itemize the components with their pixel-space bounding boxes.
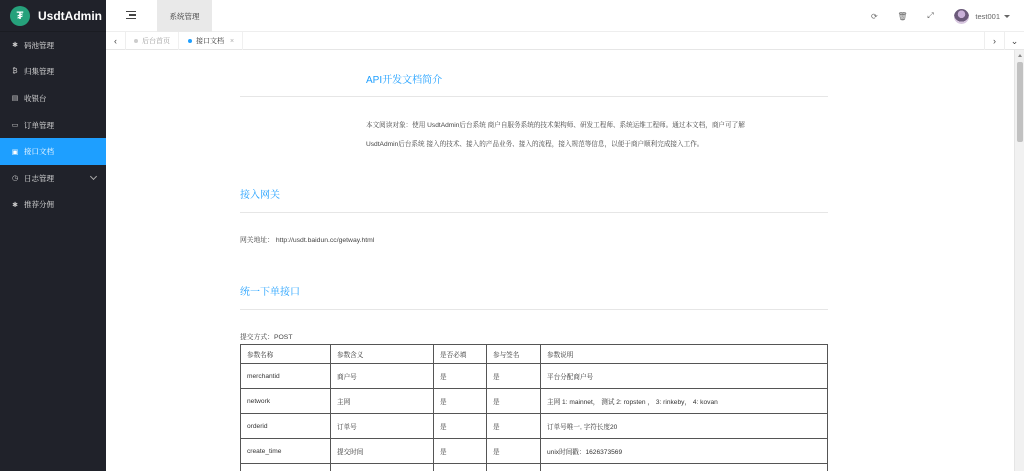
intro-line-1: 本文阅读对象：使用 UsdtAdmin后台系统 商户自服务系统的技术架构师、研发工程师、系统运维工程师。通过本文档，商户可了解 <box>366 122 745 129</box>
table-cell: unix时间戳：1626373569 <box>541 439 828 464</box>
params-table <box>240 344 828 471</box>
table-cell: 是 <box>487 389 541 414</box>
sidebar-item-logs[interactable] <box>0 165 106 192</box>
table-cell: orderid <box>241 414 331 439</box>
sidebar-item-orders[interactable] <box>0 112 106 139</box>
tab-api-docs[interactable] <box>180 32 243 50</box>
sidebar-item-label: 推荐分佣 <box>24 200 54 210</box>
divider <box>240 212 828 213</box>
column-header: 参与签名 <box>487 345 541 364</box>
tether-logo-icon: ₮ <box>10 6 30 26</box>
sidebar-item-label: 收银台 <box>24 93 47 103</box>
table-cell: 是 <box>487 439 541 464</box>
chevron-down-icon <box>90 173 97 180</box>
tab-label: 后台首页 <box>142 38 170 45</box>
system-management-tab[interactable]: 系统管理 <box>157 0 212 32</box>
main-content <box>106 50 1014 471</box>
table-cell <box>241 464 331 471</box>
sidebar-item-cashier[interactable] <box>0 85 106 112</box>
column-header: 是否必填 <box>434 345 487 364</box>
table-cell <box>487 464 541 471</box>
log-icon: ◷ <box>11 175 19 183</box>
table-row <box>241 364 828 389</box>
divider <box>240 96 828 97</box>
logo[interactable] <box>0 0 106 32</box>
header-tools <box>860 0 1024 32</box>
tabs-prev-button[interactable]: ‹ <box>106 32 126 50</box>
intro-line-2: UsdtAdmin后台系统 接入的技术、接入的产品业务、接入的流程，接入规范等信息，以便于商户顺利完成接入工作。 <box>366 141 704 148</box>
cashier-icon: ▤ <box>11 95 19 103</box>
table-cell: 是 <box>434 414 487 439</box>
table-cell: create_time <box>241 439 331 464</box>
scroll-up-icon[interactable] <box>1018 54 1022 57</box>
column-header: 参数说明 <box>541 345 828 364</box>
tab-dot-icon <box>188 39 192 43</box>
table-cell: network <box>241 389 331 414</box>
table-cell: 订单号唯一, 字符长度20 <box>541 414 828 439</box>
sidebar-item-label: 码池管理 <box>24 40 54 50</box>
sidebar-item-label: 接口文档 <box>24 147 54 157</box>
app-title: UsdtAdmin <box>38 8 102 23</box>
caret-down-icon <box>1004 15 1010 18</box>
table-cell: 是 <box>434 364 487 389</box>
share-icon: ✱ <box>12 201 18 209</box>
table-row <box>241 464 828 471</box>
table-cell: 商户号 <box>331 364 434 389</box>
sidebar-item-collection[interactable] <box>0 59 106 86</box>
table-header-row <box>241 345 828 364</box>
tab-home[interactable] <box>126 32 179 50</box>
table-row <box>241 414 828 439</box>
column-header: 参数名称 <box>241 345 331 364</box>
gateway-address: 网关地址： http://usdt.baidun.cc/getway.html <box>240 237 375 244</box>
tabs-next-button[interactable]: › <box>984 32 1004 50</box>
order-icon: ▭ <box>11 122 19 130</box>
avatar <box>954 9 969 24</box>
bitcoin-icon: ₿ <box>12 68 18 76</box>
order-section-title: 统一下单接口 <box>240 287 300 298</box>
table-cell: 是 <box>487 364 541 389</box>
menu-toggle-icon[interactable] <box>126 11 136 21</box>
close-icon[interactable]: × <box>230 37 235 45</box>
table-cell <box>541 464 828 471</box>
gear-icon: ✱ <box>12 42 18 50</box>
table-cell: 提交时间 <box>331 439 434 464</box>
sidebar-item-label: 订单管理 <box>24 120 54 130</box>
table-cell: 平台分配商户号 <box>541 364 828 389</box>
top-header <box>106 0 1024 32</box>
table-row <box>241 389 828 414</box>
sidebar-item-label: 归集管理 <box>24 67 54 77</box>
table-cell: merchantid <box>241 364 331 389</box>
tabs-more-button[interactable]: ⌄ <box>1004 32 1024 50</box>
scrollbar-thumb[interactable] <box>1017 62 1023 142</box>
doc-title: API开发文档简介 <box>366 75 443 86</box>
vertical-scrollbar[interactable] <box>1014 50 1024 471</box>
sidebar <box>0 0 106 471</box>
table-cell <box>434 464 487 471</box>
sidebar-item-label: 日志管理 <box>24 173 54 183</box>
sidebar-menu <box>0 32 106 218</box>
tab-label: 接口文档 <box>196 38 224 45</box>
sidebar-item-code-pool[interactable] <box>0 32 106 59</box>
user-menu[interactable] <box>954 9 1010 24</box>
table-cell: 订单号 <box>331 414 434 439</box>
gateway-section-title: 接入网关 <box>240 190 280 201</box>
submit-method: 提交方式：POST <box>240 334 293 341</box>
user-name: test001 <box>975 11 1000 21</box>
table-cell <box>331 464 434 471</box>
column-header: 参数含义 <box>331 345 434 364</box>
page-tabs-bar <box>106 32 1024 50</box>
refresh-icon[interactable]: ⟳ <box>871 11 878 21</box>
table-cell: 是 <box>434 439 487 464</box>
doc-icon: ▣ <box>11 148 19 156</box>
sidebar-item-referral[interactable] <box>0 192 106 219</box>
fullscreen-icon[interactable]: ⤢ <box>927 11 934 20</box>
table-cell: 是 <box>434 389 487 414</box>
tab-dot-icon <box>134 39 138 43</box>
table-cell: 是 <box>487 414 541 439</box>
table-cell: 主网 1: mainnet， 测试 2: ropsten ， 3: rinkeby， 4: kovan <box>541 389 828 414</box>
table-cell: 主网 <box>331 389 434 414</box>
sidebar-item-api-docs[interactable] <box>0 138 106 165</box>
table-row <box>241 439 828 464</box>
divider <box>240 309 828 310</box>
trash-icon[interactable]: 🗑 <box>897 11 908 21</box>
